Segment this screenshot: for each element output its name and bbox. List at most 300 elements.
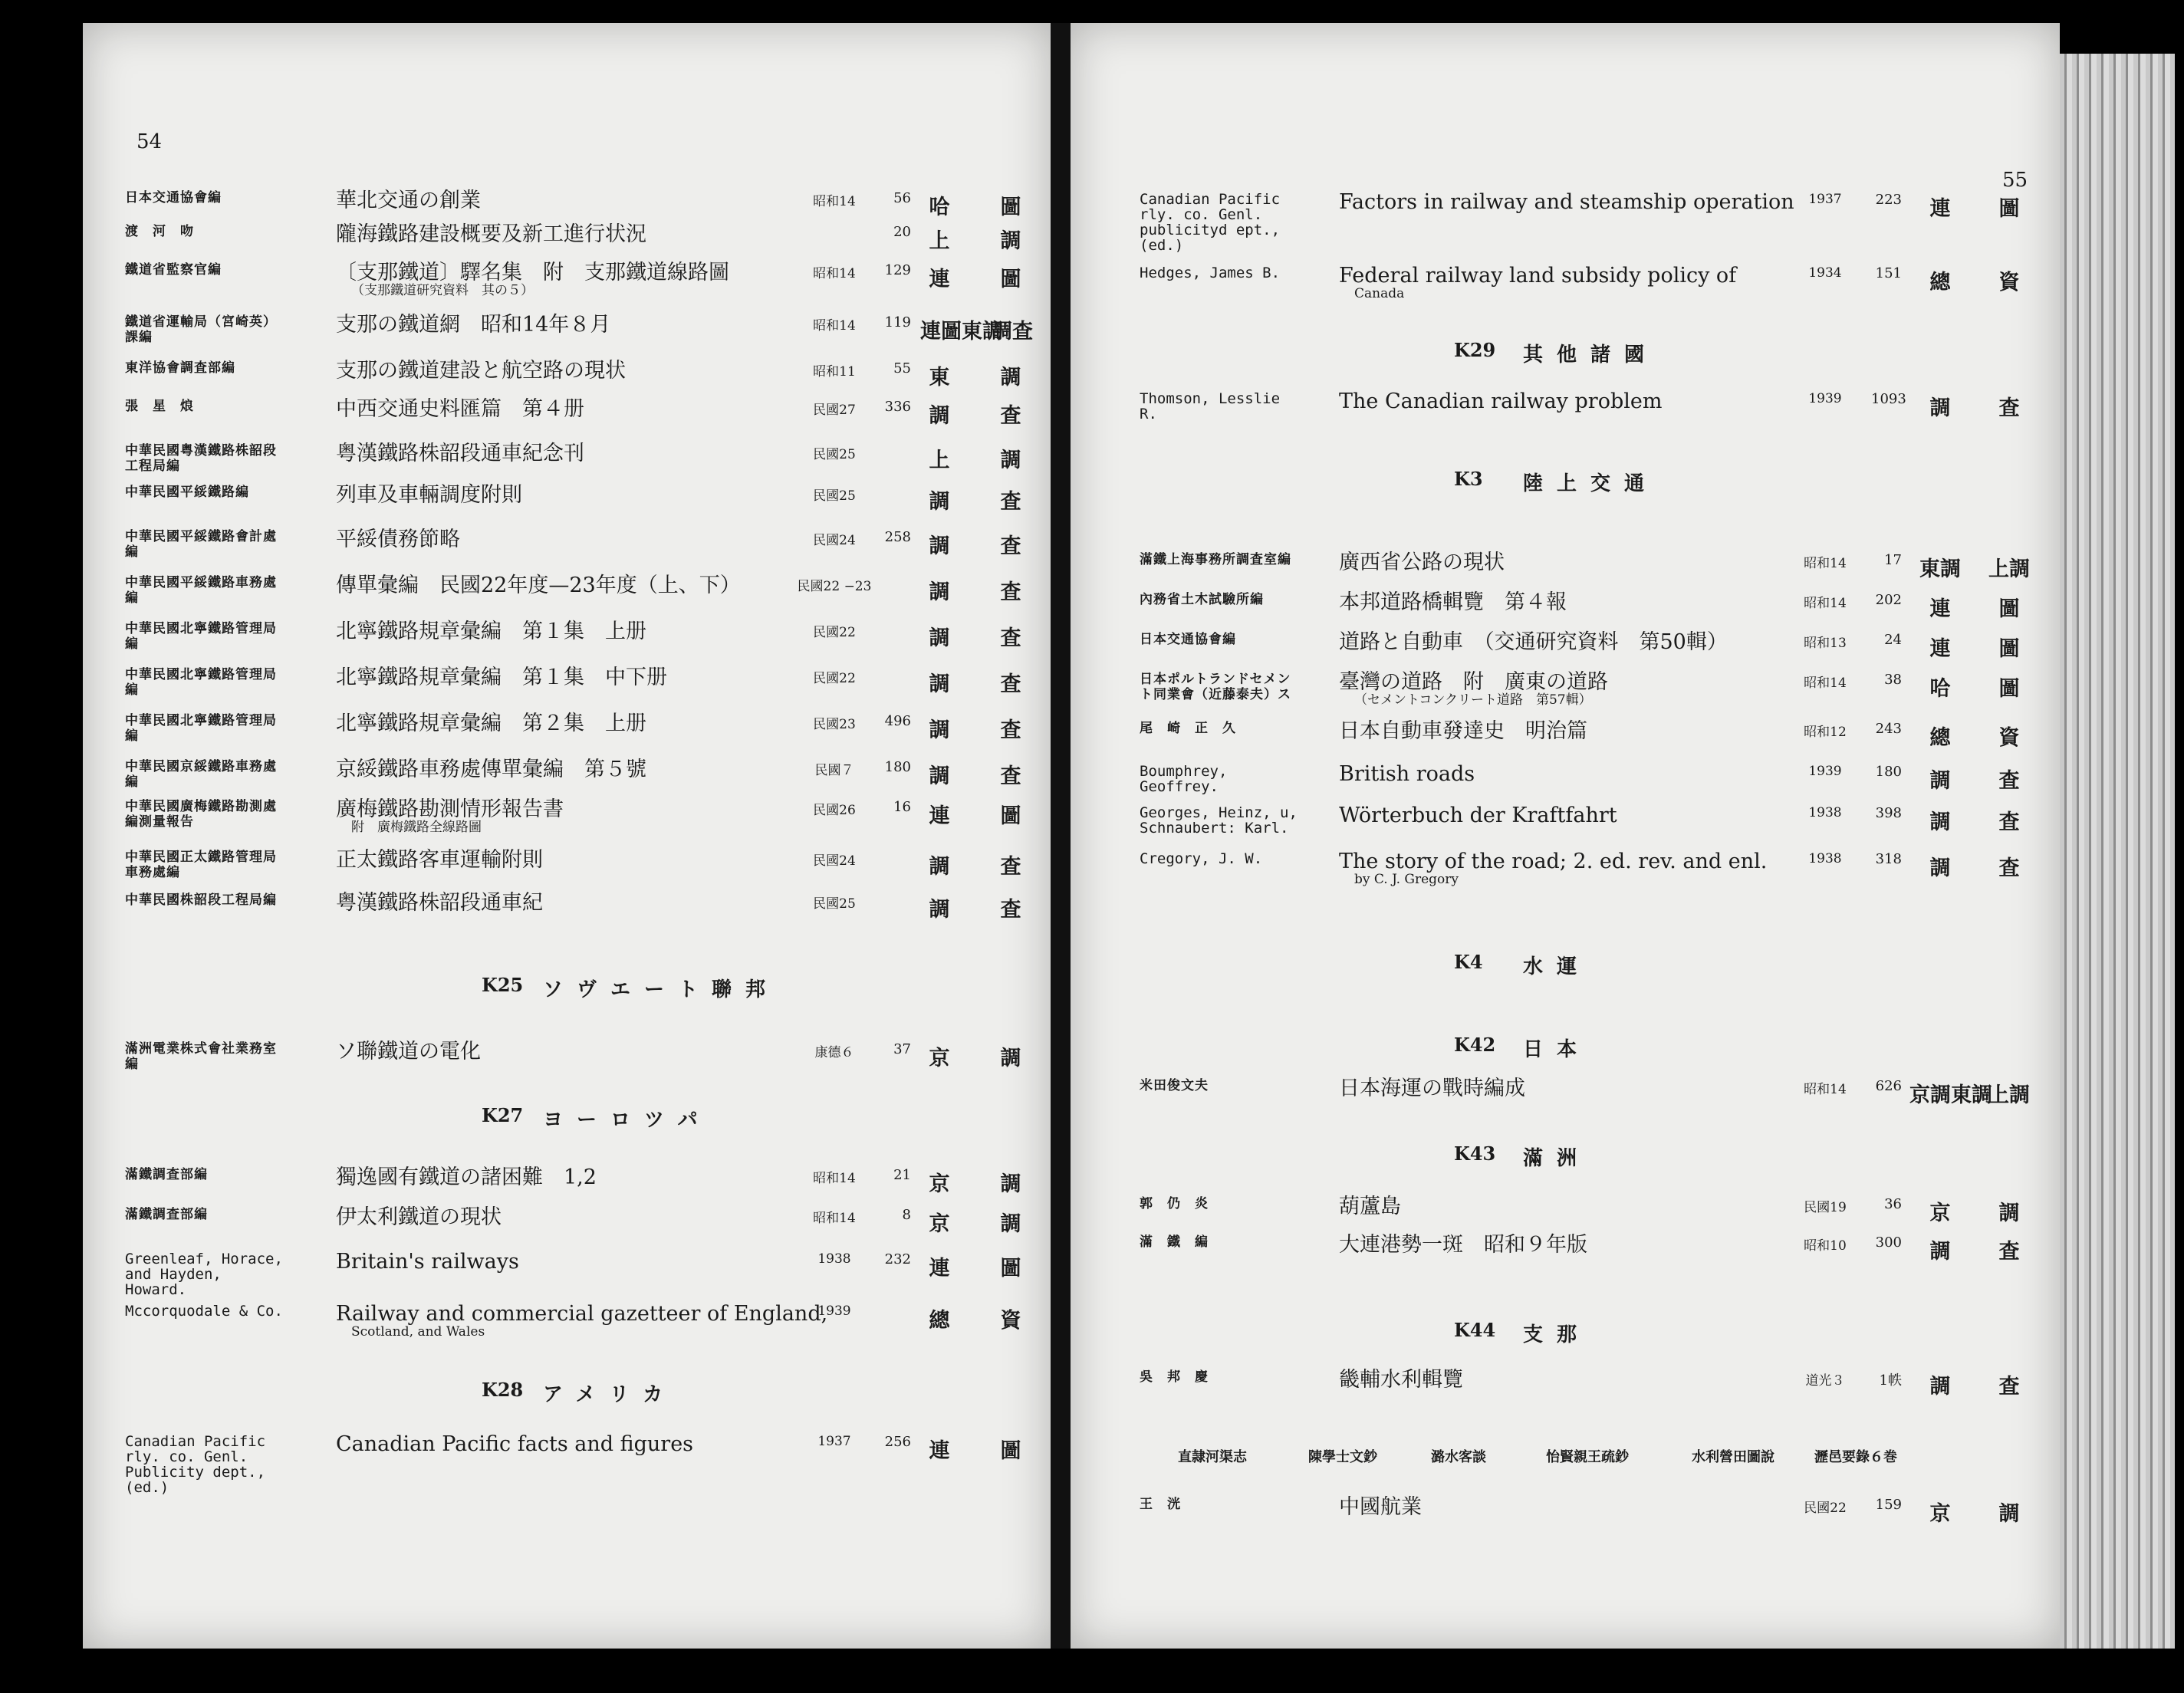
entry-pages: 38 — [1884, 672, 1902, 688]
entry-title — [1339, 391, 1799, 412]
catalog-entry — [1071, 632, 2060, 672]
entry-title-text: 支那の鐵道建設と航空路の現状 — [336, 359, 626, 383]
entry-year: 昭和14 — [813, 266, 856, 281]
entry-library: 調 — [929, 855, 950, 879]
entry-year: 民國24 — [813, 533, 856, 548]
entry-type: 調 — [1000, 1212, 1021, 1236]
section-name: 陸上交通 — [1523, 472, 1659, 495]
entry-pages: 180 — [884, 759, 911, 775]
catalog-entry — [1071, 265, 2060, 305]
related-work: 怡賢親王疏鈔 — [1546, 1449, 1629, 1465]
entry-year: 民國22 — [813, 671, 856, 686]
entry-title-text: 廣西省公路の現状 — [1339, 551, 1505, 574]
entry-library: 連圖東調 — [920, 320, 1003, 344]
entry-year: 昭和10 — [1804, 1238, 1847, 1254]
entry-year: 昭和11 — [813, 364, 856, 380]
entry-pages: 8 — [902, 1207, 911, 1223]
entry-title — [1339, 851, 1799, 887]
section-code: K42 — [1454, 1034, 1496, 1056]
entry-library: 京 — [1929, 1202, 1951, 1225]
entry-year: 民國26 — [813, 803, 856, 818]
section-heading — [1071, 339, 2060, 377]
section-code: K29 — [1454, 339, 1496, 361]
catalog-entry — [83, 575, 1051, 615]
entry-year: 1938 — [817, 1251, 851, 1267]
entry-pages: 336 — [884, 399, 911, 415]
entry-author: 中華民國平綏鐵路編 — [125, 485, 249, 500]
entry-author: 米田俊文夫 — [1140, 1078, 1209, 1093]
entry-type: 査 — [1000, 898, 1021, 922]
entry-title-text: 廣梅鐵路勘測情形報告書 — [336, 797, 564, 821]
entry-title — [1339, 1497, 1799, 1517]
entry-pages: 223 — [1875, 192, 1902, 208]
catalog-entry — [83, 529, 1051, 569]
entry-title — [1339, 265, 1799, 301]
section-code: K44 — [1454, 1319, 1496, 1341]
entry-year: 1939 — [817, 1303, 851, 1319]
entry-pages: 151 — [1875, 265, 1902, 281]
catalog-entry — [83, 485, 1051, 524]
section-name: 滿洲 — [1523, 1147, 1591, 1170]
entry-pages: 180 — [1875, 764, 1902, 780]
entry-pages: 1093 — [1871, 391, 1906, 407]
entry-type: 調 — [1998, 1202, 2020, 1225]
catalog-entry — [1071, 764, 2060, 804]
entry-year: 民國24 — [813, 853, 856, 869]
entry-title — [1339, 192, 1799, 212]
entry-type: 圖 — [1998, 637, 2020, 661]
entry-title-text: Federal railway land subsidy policy of — [1339, 264, 1737, 288]
entry-title-text: 中西交通史料匯篇 第４册 — [336, 397, 584, 421]
entry-library: 東 — [929, 366, 950, 390]
entry-type: 査 — [1000, 580, 1021, 604]
entry-pages: 1帙 — [1879, 1372, 1902, 1389]
entry-library: 總 — [1929, 271, 1951, 294]
entry-library: 京調東調 — [1909, 1083, 1992, 1107]
entry-title-text: 伊太利鐵道の現状 — [336, 1205, 502, 1229]
entry-author: 滿洲電業株式會社業務室編 — [125, 1041, 277, 1072]
right-page — [1071, 23, 2060, 1649]
catalog-entry — [1071, 391, 2060, 431]
entry-year: 1937 — [817, 1434, 851, 1449]
entry-type: 調 — [1000, 1172, 1021, 1196]
entry-title-text: 日本自動車發達史 明治篇 — [1339, 719, 1587, 743]
section-code: K3 — [1454, 468, 1483, 490]
page-number: 54 — [136, 130, 163, 153]
entry-library: 調 — [929, 764, 950, 788]
page-edge-strip — [2060, 54, 2175, 1649]
entry-library: 調 — [929, 580, 950, 604]
entry-library: 上 — [929, 229, 950, 253]
catalog-entry — [1071, 1078, 2060, 1118]
entry-author: Canadian Pacific rly. co. Genl. publicityd ept., (ed.) — [1140, 191, 1281, 254]
section-code: K43 — [1454, 1142, 1496, 1165]
entry-title-note: 附 廣梅鐵路全線路圖 — [351, 820, 482, 835]
related-work: 直隷河渠志 — [1178, 1449, 1247, 1465]
entry-title-text: Factors in railway and steamship operation — [1339, 190, 1794, 214]
entry-author: Georges, Heinz, u, Schnaubert: Karl. — [1140, 804, 1298, 837]
entry-author: 滿鐵調査部編 — [125, 1207, 208, 1222]
entry-title-text: Wörterbuch der Kraftfahrt — [1339, 804, 1617, 827]
entry-author: Hedges, James B. — [1140, 265, 1281, 281]
entry-type: 査 — [1998, 1240, 2020, 1264]
entry-title-text: 北寧鐵路規章彙編 第２集 上册 — [336, 712, 646, 735]
entry-title-note: Canada — [1354, 286, 1405, 301]
entry-title-text: The Canadian railway problem — [1339, 390, 1663, 413]
entry-title-text: 北寧鐵路規章彙編 第１集 中下册 — [336, 666, 667, 689]
entry-type: 調 — [1998, 1502, 2020, 1526]
entry-author: 中華民國正太鐵路管理局車務處編 — [125, 850, 277, 880]
entry-author: Boumphrey, Geoffrey. — [1140, 763, 1228, 795]
entry-type: 査 — [1000, 718, 1021, 742]
entry-year: 1938 — [1808, 851, 1842, 866]
entry-library: 總 — [1929, 726, 1951, 750]
entry-title-text: 北寧鐵路規章彙編 第１集 上册 — [336, 620, 646, 643]
entry-author: 郭 仍 炎 — [1140, 1196, 1209, 1211]
entry-year: 道光３ — [1805, 1373, 1845, 1389]
entry-pages: 159 — [1875, 1497, 1902, 1513]
entry-author: Thomson, Lesslie R. — [1140, 390, 1281, 422]
catalog-entry — [83, 262, 1051, 302]
catalog-entry — [1071, 851, 2060, 891]
entry-title-text: 平綏債務節略 — [336, 528, 460, 551]
entry-year: 康德６ — [814, 1045, 854, 1060]
catalog-entry — [83, 893, 1051, 932]
entry-library: 連 — [929, 1257, 950, 1280]
entry-year: 昭和14 — [1804, 556, 1847, 571]
entry-library: 連 — [1929, 637, 1951, 661]
entry-title-note: by C. J. Gregory — [1354, 872, 1459, 887]
entry-title-text: 中國航業 — [1339, 1495, 1422, 1519]
entry-type: 査 — [1000, 626, 1021, 650]
section-heading — [83, 1104, 1051, 1142]
entry-title — [1339, 1234, 1799, 1255]
catalog-entry — [83, 1432, 1051, 1496]
entry-type: 圖 — [1000, 804, 1021, 828]
section-heading — [1071, 1319, 2060, 1357]
entry-year: 民國25 — [813, 896, 856, 912]
entry-library: 東調 — [1919, 557, 1961, 581]
related-work: 瀝邑要錄６巻 — [1814, 1449, 1897, 1465]
entry-pages: 21 — [893, 1167, 911, 1183]
entry-pages: 202 — [1875, 592, 1902, 608]
entry-year: 昭和14 — [1804, 596, 1847, 611]
entry-title — [1339, 672, 1799, 708]
entry-pages: 17 — [1884, 552, 1902, 568]
entry-pages: 20 — [893, 224, 911, 240]
entry-author: 鐵道省運輸局（宮崎英）課編 — [125, 314, 277, 345]
section-name: 日本 — [1523, 1038, 1591, 1061]
entry-pages: 398 — [1875, 805, 1902, 821]
entry-pages: 16 — [893, 799, 911, 815]
entry-author: 日本交通協會編 — [1140, 632, 1236, 647]
entry-type: 圖 — [1998, 197, 2020, 221]
entry-pages: 56 — [893, 190, 911, 206]
entry-author: 內務省土木試驗所編 — [1140, 592, 1264, 607]
entry-author: 鐵道省監察官編 — [125, 262, 222, 278]
entry-title — [1339, 805, 1799, 826]
entry-type: 圖 — [1000, 1257, 1021, 1280]
section-name: 其他諸國 — [1523, 344, 1659, 367]
catalog-entry — [1071, 552, 2060, 592]
entry-author: 尾 崎 正 久 — [1140, 721, 1236, 736]
entry-pages: 626 — [1875, 1078, 1902, 1094]
entry-type: 査 — [1000, 490, 1021, 514]
section-code: K28 — [482, 1379, 524, 1401]
entry-title-text: The story of the road; 2. ed. rev. and enl. — [1339, 850, 1768, 873]
catalog-entry — [83, 667, 1051, 707]
left-page — [83, 23, 1051, 1649]
catalog-entry — [83, 360, 1051, 400]
entry-library: 總 — [929, 1309, 950, 1333]
entry-year: 1934 — [1808, 265, 1842, 281]
entry-library: 哈 — [1929, 677, 1951, 701]
related-work: 水利營田圖說 — [1692, 1449, 1774, 1465]
entry-pages: 129 — [884, 262, 911, 278]
entry-library: 調 — [929, 626, 950, 650]
entry-type: 圖 — [1998, 597, 2020, 621]
entry-title-text: 日本海運の戰時編成 — [1339, 1077, 1525, 1100]
entry-type: 調 — [1000, 1047, 1021, 1070]
entry-library: 連 — [929, 268, 950, 291]
entry-title-note: （セメントコンクリート道路 第57輯） — [1354, 692, 1592, 708]
entry-library: 調 — [929, 718, 950, 742]
entry-type: 査 — [1000, 534, 1021, 558]
entry-title — [1339, 1196, 1799, 1217]
entry-author: 滿鐵調査部編 — [125, 1167, 208, 1182]
catalog-entry — [83, 314, 1051, 354]
entry-library: 京 — [929, 1172, 950, 1196]
entry-year: 民國７ — [814, 763, 854, 778]
entry-year: 昭和14 — [813, 194, 856, 209]
entry-author: 滿鐵上海事務所調査室編 — [1140, 552, 1291, 567]
entry-title-text: 傳單彙編 民國22年度—23年度（上、下） — [336, 574, 741, 597]
section-name: 水運 — [1523, 955, 1591, 978]
entry-author: 日本ポルトランドセメント同業會（近藤泰夫）ス — [1140, 672, 1291, 702]
entry-type: 査 — [1998, 810, 2020, 834]
catalog-entry — [83, 1250, 1051, 1298]
entry-title — [1339, 721, 1799, 741]
entry-title — [1339, 1369, 1799, 1390]
entry-library: 調 — [1929, 769, 1951, 793]
entry-type: 査 — [1998, 396, 2020, 420]
entry-type: 資 — [1998, 726, 2020, 750]
entry-author: 王 洸 — [1140, 1497, 1181, 1512]
entry-title-text: 華北交通の創業 — [336, 189, 481, 212]
entry-title-text: Canadian Pacific facts and figures — [336, 1432, 694, 1456]
section-heading — [1071, 1034, 2060, 1072]
catalog-entry — [83, 1167, 1051, 1207]
entry-year: 民國23 — [813, 717, 856, 732]
catalog-entry — [1071, 805, 2060, 845]
entry-type: 査 — [1998, 1375, 2020, 1399]
entry-library: 調 — [929, 490, 950, 514]
entry-year: 昭和13 — [1804, 636, 1847, 651]
entry-pages: 55 — [893, 360, 911, 376]
entry-type: 調 — [1000, 449, 1021, 472]
entry-library: 調 — [929, 672, 950, 696]
entry-pages: 318 — [1875, 851, 1902, 867]
entry-library: 京 — [929, 1212, 950, 1236]
section-code: K4 — [1454, 951, 1483, 973]
entry-author: Mccorquodale & Co. — [125, 1303, 283, 1320]
entry-year: 民國22 −23 — [797, 579, 872, 594]
catalog-entry — [83, 224, 1051, 264]
entry-year: 民國27 — [813, 403, 856, 418]
entry-title-text: British roads — [1339, 762, 1475, 786]
entry-library: 調 — [1929, 856, 1951, 880]
entry-author: 渡 河 吻 — [125, 224, 194, 239]
page-number: 55 — [2002, 169, 2028, 192]
entry-library: 京 — [1929, 1502, 1951, 1526]
entry-title-text: 大連港勢一斑 昭和９年版 — [1339, 1233, 1587, 1257]
entry-title — [1339, 592, 1799, 613]
entry-library: 上 — [929, 449, 950, 472]
entry-type: 上調 — [1988, 1083, 2030, 1107]
entry-pages: 256 — [884, 1434, 911, 1450]
entry-title-text: 京綏鐵路車務處傳單彙編 第５號 — [336, 758, 646, 781]
entry-pages: 36 — [1884, 1196, 1902, 1212]
entry-title — [1339, 632, 1799, 653]
catalog-entry — [83, 799, 1051, 839]
entry-type: 査 — [1000, 672, 1021, 696]
entry-type: 圖 — [1998, 677, 2020, 701]
catalog-entry — [1071, 190, 2060, 254]
section-heading — [83, 974, 1051, 1012]
entry-title-text: 粤漢鐵路株韶段通車紀 — [336, 891, 543, 915]
entry-author: 中華民國平綏鐵路會計處編 — [125, 529, 277, 560]
entry-type: 圖 — [1000, 268, 1021, 291]
entry-year: 民國22 — [1804, 1501, 1847, 1516]
section-heading — [1071, 1142, 2060, 1181]
entry-library: 連 — [929, 1439, 950, 1463]
catalog-entry — [83, 713, 1051, 753]
entry-pages: 232 — [884, 1251, 911, 1267]
entry-pages: 496 — [884, 713, 911, 729]
entry-library: 連 — [1929, 197, 1951, 221]
entry-author: Cregory, J. W. — [1140, 850, 1263, 867]
section-code: K25 — [482, 974, 524, 996]
entry-year: 1937 — [1808, 192, 1842, 207]
entry-type: 査 — [1998, 769, 2020, 793]
entry-author: 中華民國廣梅鐵路勘測處編測量報告 — [125, 799, 277, 830]
entry-title-text: 獨逸國有鐵道の諸困難 1,2 — [336, 1165, 597, 1189]
entry-type: 圖 — [1000, 1439, 1021, 1463]
entry-author: 中華民國北寧鐵路管理局編 — [125, 713, 277, 744]
entry-title-text: 葫蘆島 — [1339, 1195, 1401, 1218]
entry-title-text: 支那の鐵道網 昭和14年８月 — [336, 313, 611, 337]
entry-library: 調 — [1929, 1375, 1951, 1399]
entry-library: 連 — [1929, 597, 1951, 621]
entry-year: 昭和14 — [813, 1211, 856, 1226]
catalog-entry — [1071, 1369, 2060, 1409]
entry-author: 中華民國平綏鐵路車務處編 — [125, 575, 277, 606]
catalog-entry — [83, 443, 1051, 483]
entry-title-text: ソ聯鐵道の電化 — [336, 1040, 481, 1063]
entry-pages: 119 — [884, 314, 911, 330]
entry-title-text: 道路と自動車 （交通研究資料 第50輯） — [1339, 630, 1728, 654]
entry-library: 哈 — [929, 196, 950, 219]
entry-pages: 243 — [1875, 721, 1902, 737]
entry-type: 調 — [1000, 229, 1021, 253]
entry-year: 昭和12 — [1804, 725, 1847, 740]
entry-title-text: Railway and commercial gazetteer of England, — [336, 1302, 828, 1326]
entry-type: 資 — [1998, 271, 2020, 294]
related-work: 陳學士文鈔 — [1308, 1449, 1377, 1465]
entry-type: 圖 — [1000, 196, 1021, 219]
entry-library: 調 — [929, 404, 950, 428]
catalog-entry — [1071, 672, 2060, 712]
section-name: ヨーロツパ — [543, 1109, 712, 1132]
book-gutter — [1051, 23, 1071, 1649]
entry-author: Greenleaf, Horace, and Hayden, Howard. — [125, 1251, 283, 1298]
entry-year: 民國22 — [813, 625, 856, 640]
entry-author: 中華民國粤漢鐵路株韶段工程局編 — [125, 443, 277, 474]
entry-type: 査 — [1998, 856, 2020, 880]
entry-author: 日本交通協會編 — [125, 190, 222, 205]
entry-author: 中華民國株韶段工程局編 — [125, 893, 277, 908]
entry-type: 査 — [1000, 404, 1021, 428]
catalog-entry — [83, 1041, 1051, 1081]
entry-author: 吳 邦 慶 — [1140, 1369, 1209, 1385]
entry-type: 調 — [1000, 366, 1021, 390]
catalog-entry — [83, 1303, 1051, 1343]
entry-library: 調 — [1929, 1240, 1951, 1264]
entry-year: 1939 — [1808, 764, 1842, 779]
entry-title-note: （支那鐵道研究資料 其の５） — [351, 283, 534, 298]
entry-title-note: Scotland, and Wales — [351, 1324, 485, 1340]
entry-title-text: 粤漢鐵路株韶段通車紀念刊 — [336, 442, 584, 465]
section-name: ソヴエート聯邦 — [543, 978, 780, 1001]
entry-library: 調 — [1929, 396, 1951, 420]
entry-pages: 300 — [1875, 1234, 1902, 1251]
entry-title — [336, 224, 873, 245]
entry-library: 調 — [929, 898, 950, 922]
entry-pages: 37 — [893, 1041, 911, 1057]
entry-type: 資 — [1000, 1309, 1021, 1333]
entry-year: 昭和14 — [1804, 676, 1847, 691]
entry-library: 京 — [929, 1047, 950, 1070]
entry-author: 張 星 烺 — [125, 399, 194, 414]
entry-year: 民國25 — [813, 447, 856, 462]
section-name: アメリカ — [543, 1383, 677, 1406]
entry-author: 中華民國京綏鐵路車務處編 — [125, 759, 277, 790]
entry-library: 調 — [1929, 810, 1951, 834]
section-code: K27 — [482, 1104, 524, 1126]
entry-title — [1339, 764, 1799, 784]
entry-pages: 24 — [1884, 632, 1902, 648]
entry-title-text: 臺灣の道路 附 廣東の道路 — [1339, 670, 1608, 694]
catalog-entry — [83, 399, 1051, 439]
entry-author: Canadian Pacific rly. co. Genl. Publicity dept., (ed.) — [125, 1433, 266, 1496]
entry-title-text: 列車及車輛調度附則 — [336, 483, 522, 507]
entry-author: 東洋協會調査部編 — [125, 360, 235, 376]
entry-year: 民國25 — [813, 488, 856, 504]
entry-library: 連 — [929, 804, 950, 828]
entry-year: 昭和14 — [1804, 1082, 1847, 1097]
section-heading — [83, 1379, 1051, 1417]
entry-library: 調 — [929, 534, 950, 558]
entry-title-text: 隴海鐵路建設概要及新工進行状況 — [336, 222, 646, 246]
entry-year: 1938 — [1808, 805, 1842, 820]
catalog-entry — [83, 759, 1051, 799]
catalog-entry — [83, 1207, 1051, 1247]
entry-author: 滿 鐵 編 — [1140, 1234, 1209, 1250]
entry-type: 査 — [1000, 855, 1021, 879]
catalog-entry — [1071, 1234, 2060, 1274]
entry-year: 昭和14 — [813, 318, 856, 334]
entry-type: 調査 — [992, 320, 1033, 344]
